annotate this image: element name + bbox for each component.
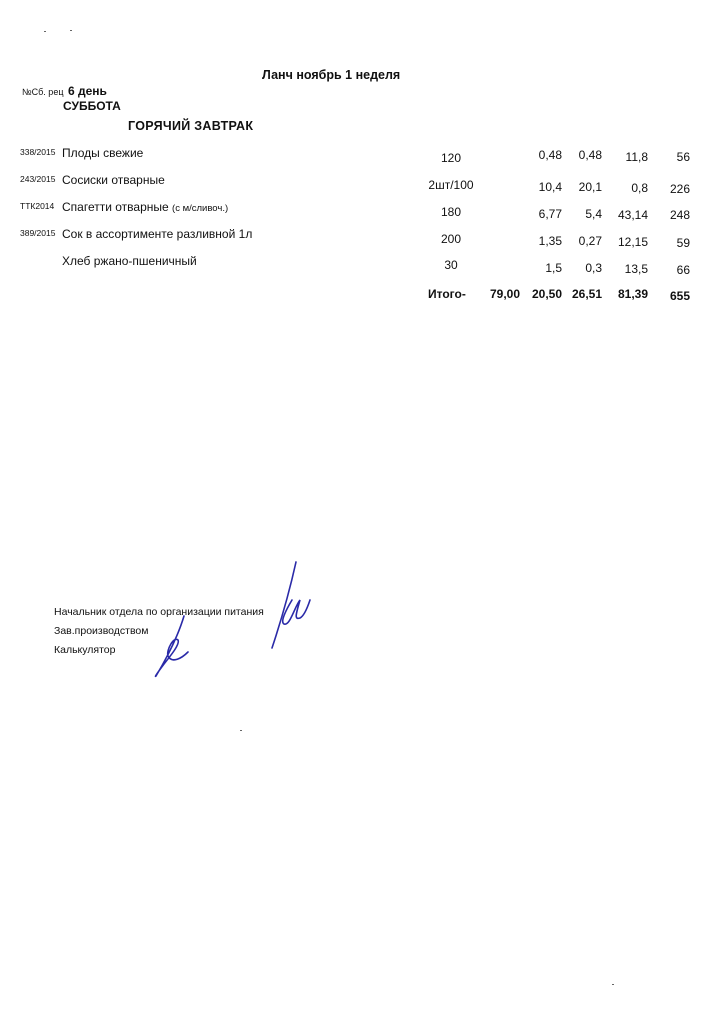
menu-row [0, 173, 724, 195]
day-label: 6 день [68, 84, 107, 98]
carbs: 0,8 [631, 181, 648, 195]
recipe-code: 338/2015 [20, 147, 56, 157]
portion: 120 [440, 151, 462, 165]
protein: 6,77 [538, 207, 562, 221]
fat: 0,3 [585, 261, 602, 275]
kcal: 59 [676, 236, 690, 250]
protein: 1,35 [538, 234, 562, 248]
dish-title: Хлеб ржано-пшеничный [62, 254, 197, 268]
dish-title: Сосиски отварные [62, 173, 165, 187]
carbs: 13,5 [624, 262, 648, 276]
dish-name [62, 227, 252, 241]
carbs: 11,8 [625, 150, 648, 164]
protein: 0,48 [538, 148, 562, 162]
scan-speck [70, 30, 72, 31]
fat: 20,1 [578, 180, 602, 194]
protein: 1,5 [545, 261, 562, 275]
protein: 10,4 [538, 180, 562, 194]
scan-speck [612, 984, 614, 985]
collection-label: №Сб. рец [22, 87, 64, 97]
portion: 30 [444, 258, 458, 272]
fat: 0,48 [578, 148, 602, 162]
totals-price: 79,00 [489, 287, 520, 301]
totals-label: Итого- [428, 287, 466, 301]
kcal: 66 [676, 263, 690, 277]
recipe-code: 389/2015 [20, 228, 56, 238]
dish-name [62, 173, 165, 187]
menu-row [0, 200, 724, 222]
totals-protein: 20,50 [531, 287, 562, 301]
portion: 180 [440, 205, 462, 219]
carbs: 12,15 [617, 235, 648, 249]
production-signature [150, 614, 194, 680]
menu-row [0, 227, 724, 249]
fat: 5,4 [585, 207, 602, 221]
recipe-code: ТТК2014 [20, 201, 55, 211]
dish-name [62, 254, 197, 268]
scan-speck [44, 31, 46, 32]
dish-name [62, 200, 228, 214]
menu-row [0, 146, 724, 168]
weekday-heading: СУББОТА [63, 99, 121, 113]
recipe-collection-header [22, 84, 107, 98]
signatory-head: Начальник отдела по организации питания [54, 606, 264, 618]
dish-title: Плоды свежие [62, 146, 144, 160]
portion: 2шт/100 [428, 178, 474, 192]
totals-kcal: 655 [669, 289, 690, 303]
fat: 0,27 [578, 234, 602, 248]
signatory-production: Зав.производством [54, 625, 149, 637]
carbs: 43,14 [617, 208, 648, 222]
document-title: Ланч ноябрь 1 неделя [262, 68, 401, 82]
signatory-calculator: Калькулятор [54, 644, 116, 656]
meal-heading: ГОРЯЧИЙ ЗАВТРАК [128, 119, 254, 133]
dish-note: (с м/сливоч.) [172, 203, 229, 214]
recipe-code: 243/2015 [20, 174, 56, 184]
kcal: 226 [669, 182, 690, 196]
dish-name [62, 146, 143, 160]
totals-carbs: 81,39 [617, 287, 648, 301]
portion: 200 [440, 232, 462, 246]
kcal: 56 [676, 150, 690, 164]
kcal: 248 [669, 208, 690, 222]
head-signature [264, 560, 314, 652]
totals-fat: 26,51 [571, 287, 602, 301]
menu-row [0, 254, 724, 276]
dish-title: Спагетти отварные [62, 200, 169, 214]
scan-speck [240, 730, 242, 731]
dish-title: Сок в ассортименте разливной 1л [62, 227, 253, 241]
